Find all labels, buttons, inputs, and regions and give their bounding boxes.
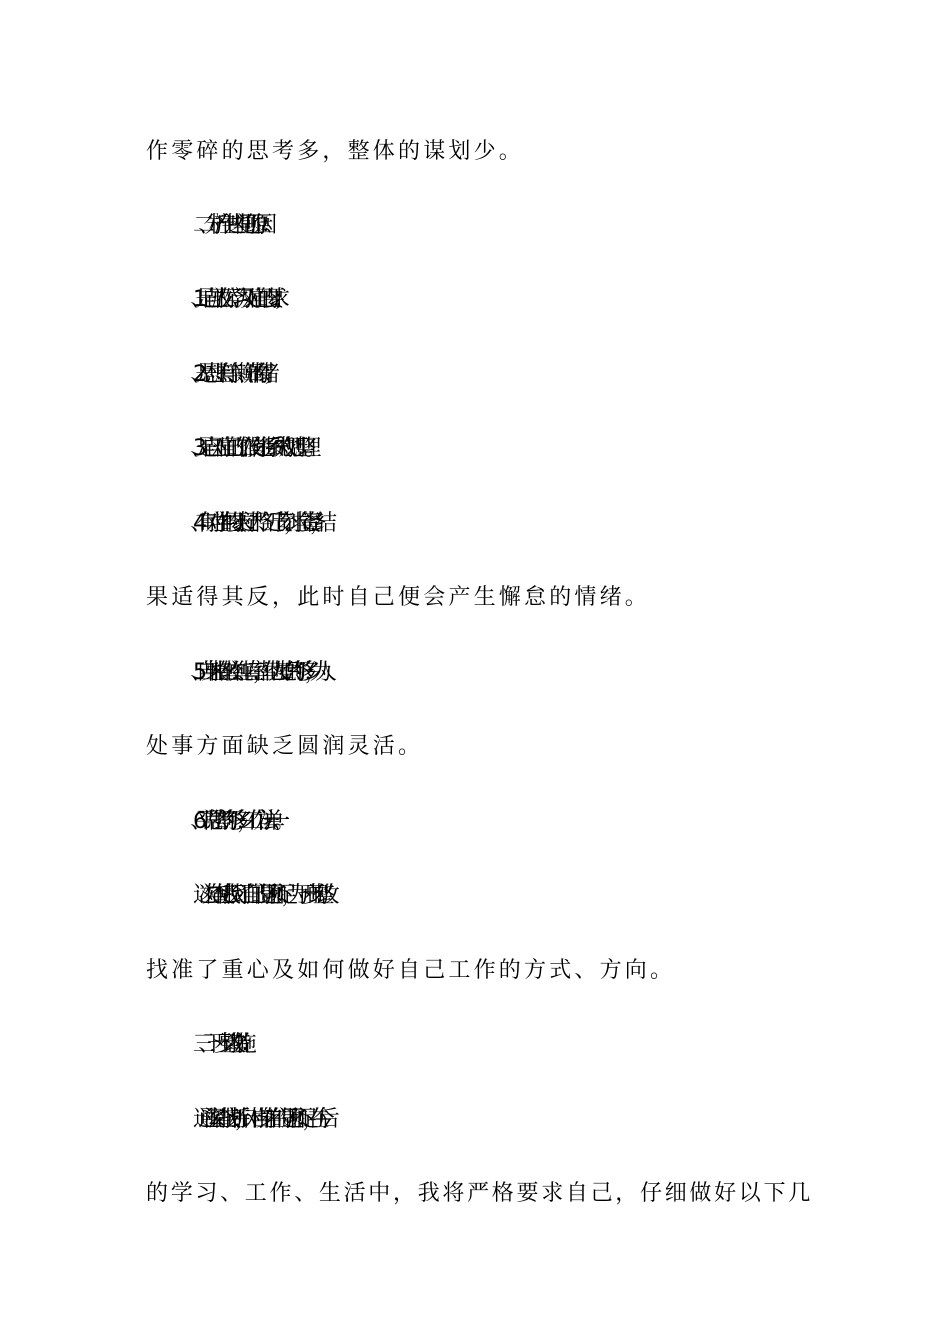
list-item: 6、平常思考的不够多，工作方法单一。 [193, 809, 279, 834]
paragraph-line: 通过深刻查找剖析，针对自身存在的问题和不足，在今后 [193, 1107, 324, 1132]
text-line: 的学习、工作、生活中，我将严格要求自己，仔细做好以下几 [146, 1181, 813, 1206]
text-line: 果适得其反，此时自己便会产生懈怠的情绪。 [146, 585, 651, 610]
list-item: 4、有时对学生的要求过于严格、近于苛刻，求全责备，结 [193, 511, 321, 536]
section-heading: 三、下一步整改措施： [193, 1032, 246, 1057]
list-item: 3、是自己对自己的工作没有进行系统的规划、整理。 [193, 436, 310, 461]
list-item: 1、是自己放松了学习及对自己的要求； [193, 287, 279, 312]
text-line: 处事方面缺乏圆润灵活。 [146, 734, 424, 759]
list-item: 5、自身性格比较单纯、直率，替他人考虑的不够多，为人 [193, 660, 321, 685]
list-item: 2、是思想上有等、懒、靠的情绪； [193, 362, 269, 387]
text-line: 作零碎的思考多，整体的谋划少。 [146, 139, 525, 164]
section-heading: 二、分析产生这些问题的原因： [193, 213, 266, 238]
paragraph-line: 这次自查使我找到了自己的问题和不足，为下一步的整改 [193, 883, 324, 908]
text-line: 找准了重心及如何做好自己工作的方式、方向。 [146, 958, 676, 983]
